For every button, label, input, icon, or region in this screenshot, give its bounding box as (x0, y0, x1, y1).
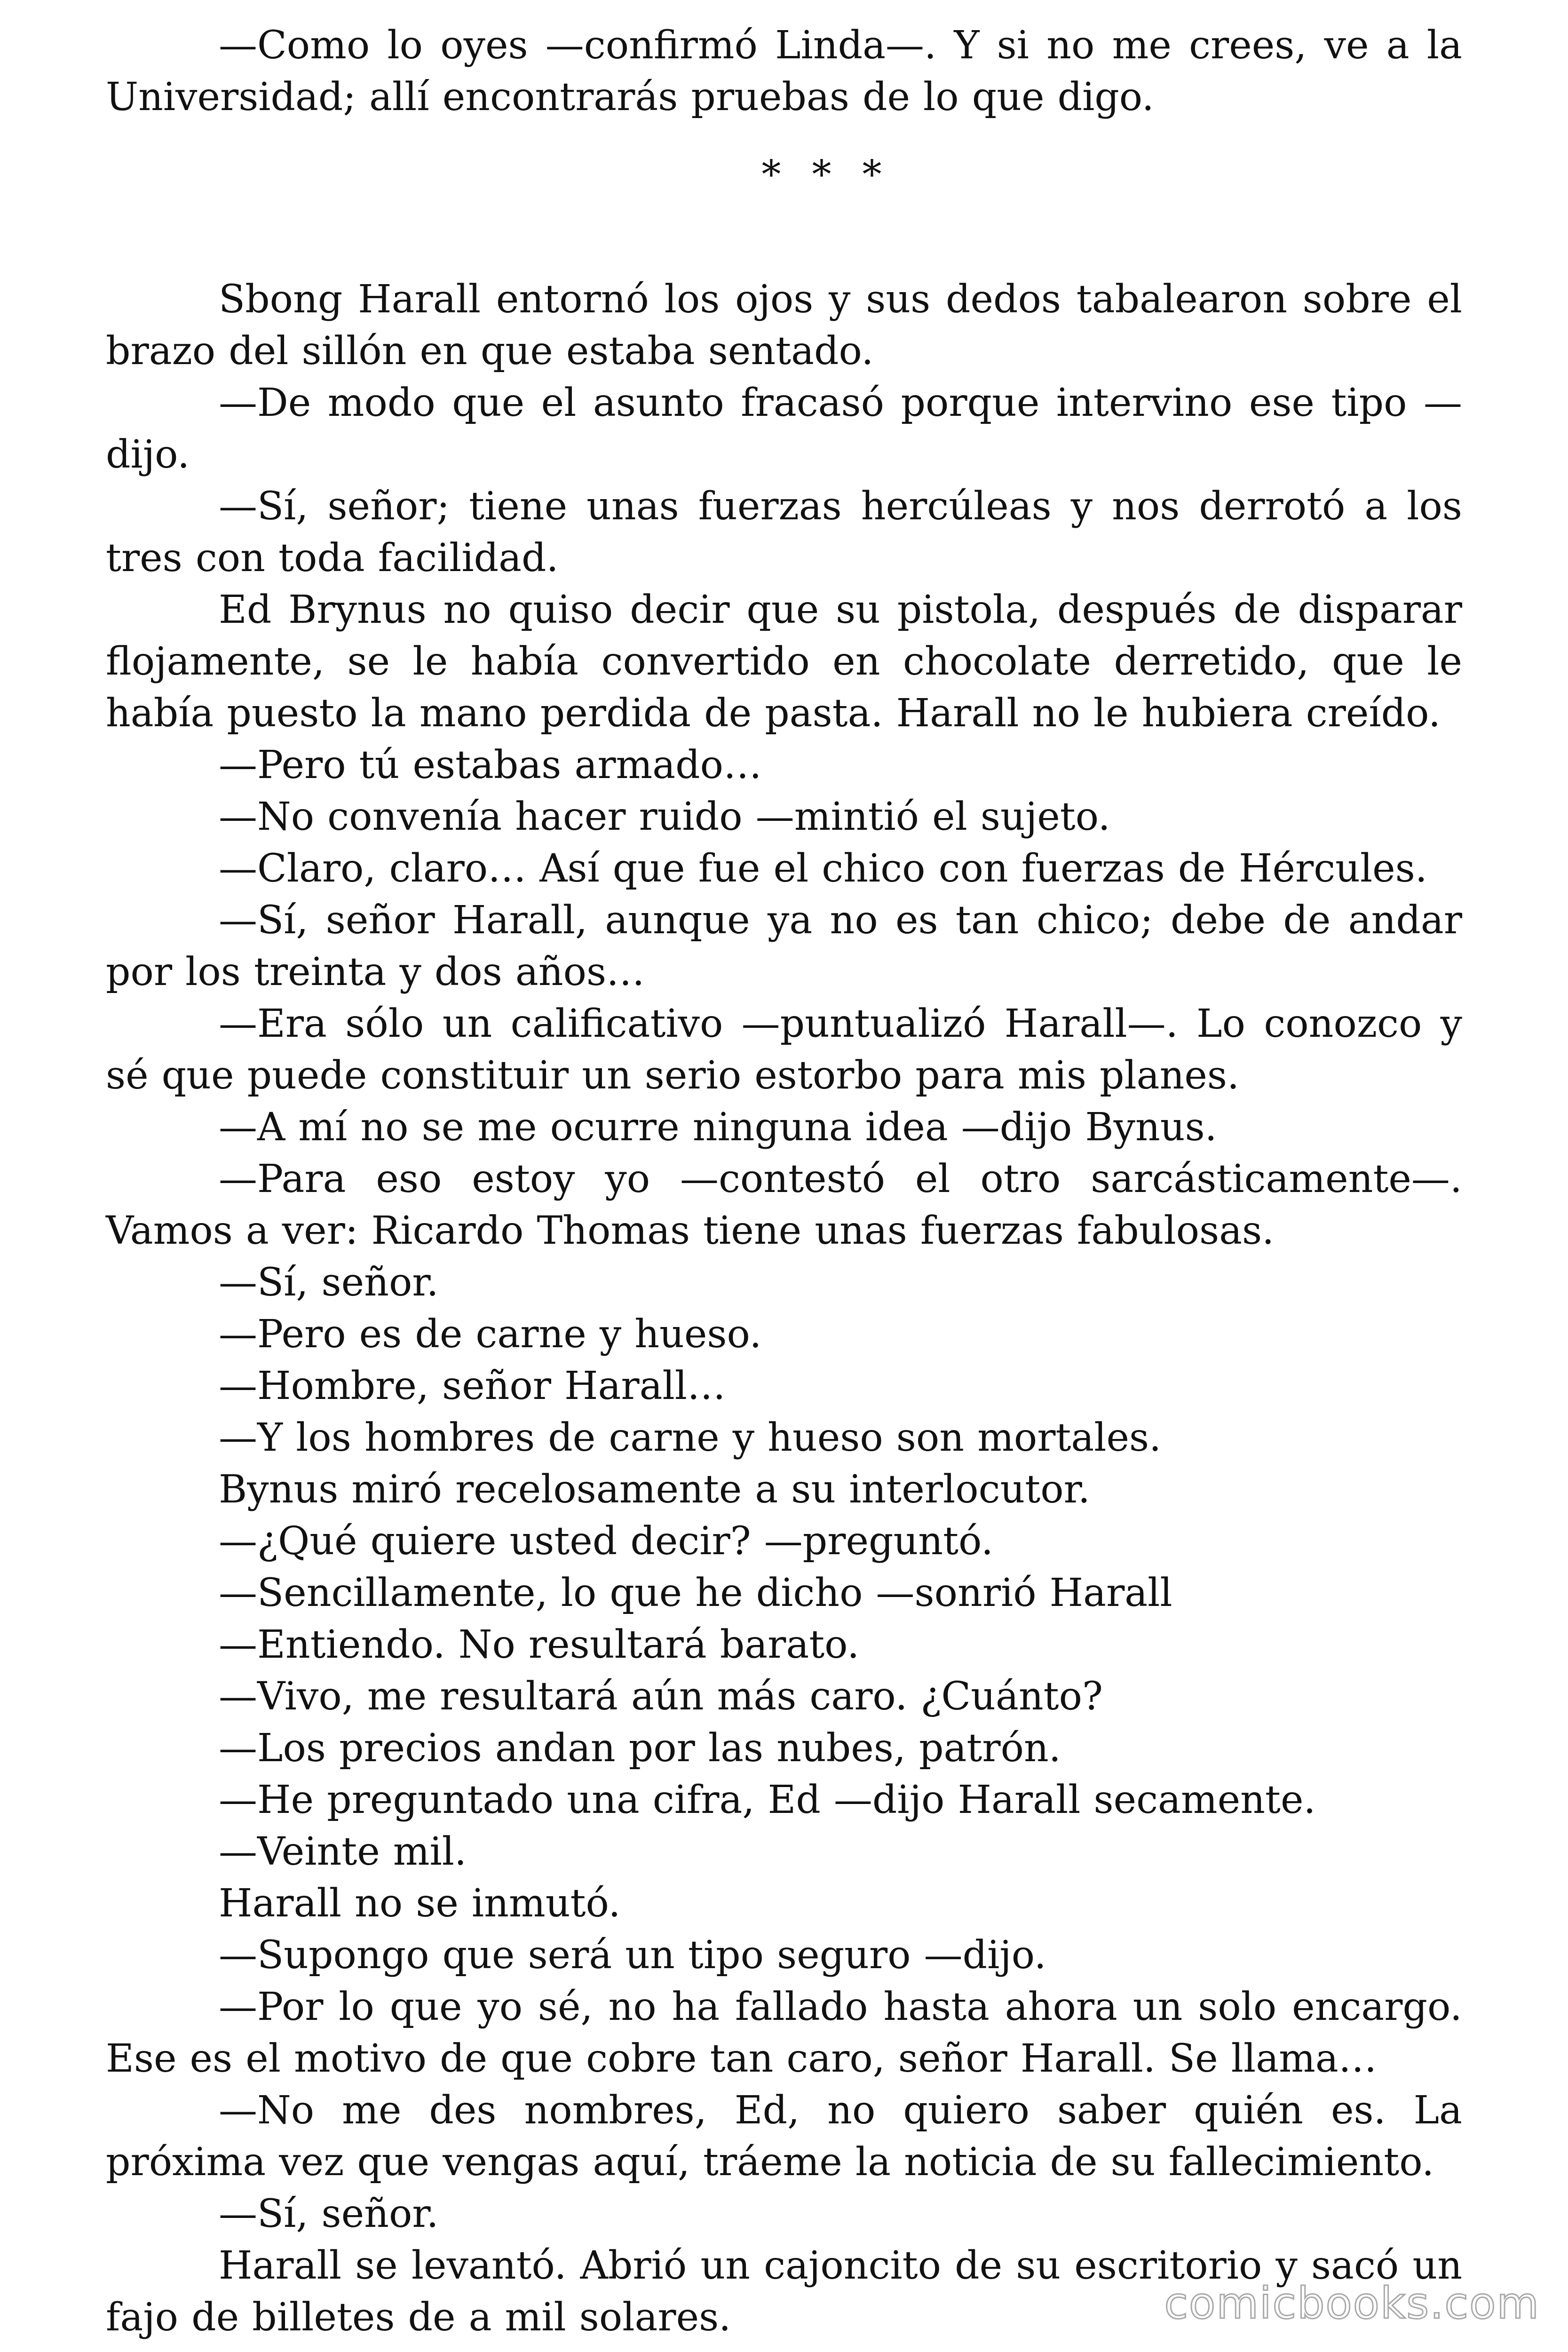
paragraph: —Pero tú estabas armado… (219, 743, 762, 787)
body-paragraphs (106, 274, 1462, 2344)
paragraph: Bynus miró recelosamente a su interlocutor. (219, 1467, 1090, 1512)
paragraph: Ed Brynus no quiso decir que su pistola, después de disparar flojamente, se le había convertido en chocolate derretido, que le había puesto la mano perdida de pasta. Harall no le hubiera creído. (106, 588, 1462, 736)
paragraph: —Sí, señor; tiene unas fuerzas hercúleas y nos derrotó a los tres con toda facilidad. (106, 484, 1462, 580)
scene-separator: * * * (761, 152, 891, 197)
paragraph: —Para eso estoy yo —contestó el otro sarcásticamente—. Vamos a ver: Ricardo Thomas tiene unas fuerzas fabulosas. (106, 1157, 1462, 1253)
paragraph: —Claro, claro… Así que fue el chico con fuerzas de Hércules. (219, 846, 1427, 891)
paragraph: —Y los hombres de carne y hueso son mortales. (219, 1415, 1162, 1460)
paragraph: —Pero es de carne y hueso. (219, 1312, 762, 1357)
paragraph: —Sí, señor. (219, 2192, 439, 2236)
paragraph: —A mí no se me ocurre ninguna idea —dijo Bynus. (219, 1105, 1217, 1150)
paragraph: —Como lo oyes —confirmó Linda—. Y si no me crees, ve a la Universidad; allí encontrarás pruebas de lo que digo. (106, 23, 1462, 119)
paragraph: —No me des nombres, Ed, no quiero saber quién es. La próxima vez que vengas aquí, tráeme la noticia de su fallecimiento. (106, 2088, 1462, 2185)
paragraph: —De modo que el asunto fracasó porque intervino ese tipo —dijo. (106, 381, 1462, 477)
opening-paragraphs (106, 20, 1462, 123)
paragraph: Sbong Harall entornó los ojos y sus dedos tabalearon sobre el brazo del sillón en que estaba sentado. (106, 277, 1462, 373)
paragraph: —He preguntado una cifra, Ed —dijo Harall secamente. (219, 1778, 1316, 1822)
paragraph: —Hombre, señor Harall… (219, 1364, 726, 1408)
watermark-text: comicbooks.com (1164, 2278, 1540, 2328)
paragraph: Harall se levantó. Abrió un cajoncito de su escritorio y sacó un fajo de billetes de a mil solares. (106, 2243, 1462, 2340)
paragraph: —Por lo que yo sé, no ha fallado hasta ahora un solo encargo. Ese es el motivo de que cobre tan caro, señor Harall. Se llama… (106, 1985, 1462, 2081)
paragraph: —Sencillamente, lo que he dicho —sonrió Harall (219, 1571, 1172, 1615)
paragraph: —Era sólo un calificativo —puntualizó Harall—. Lo conozco y sé que puede constituir un serio estorbo para mis planes. (106, 1001, 1462, 1098)
paragraph: —Entiendo. No resultará barato. (219, 1622, 860, 1667)
paragraph: —Sí, señor Harall, aunque ya no es tan chico; debe de andar por los treinta y dos años… (106, 898, 1462, 994)
paragraph: —¿Qué quiere usted decir? —preguntó. (219, 1519, 994, 1564)
paragraph: —Veinte mil. (219, 1829, 467, 1874)
separator-gap (106, 227, 1462, 274)
paragraph: —Supongo que será un tipo seguro —dijo. (219, 1933, 1046, 1978)
paragraph: —Los precios andan por las nubes, patrón. (219, 1726, 1061, 1771)
paragraph: —Sí, señor. (219, 1260, 439, 1305)
paragraph: —Vivo, me resultará aún más caro. ¿Cuánto? (219, 1674, 1103, 1719)
paragraph: Harall no se inmutó. (219, 1881, 621, 1926)
paragraph: —No convenía hacer ruido —mintió el sujeto. (219, 795, 1110, 839)
